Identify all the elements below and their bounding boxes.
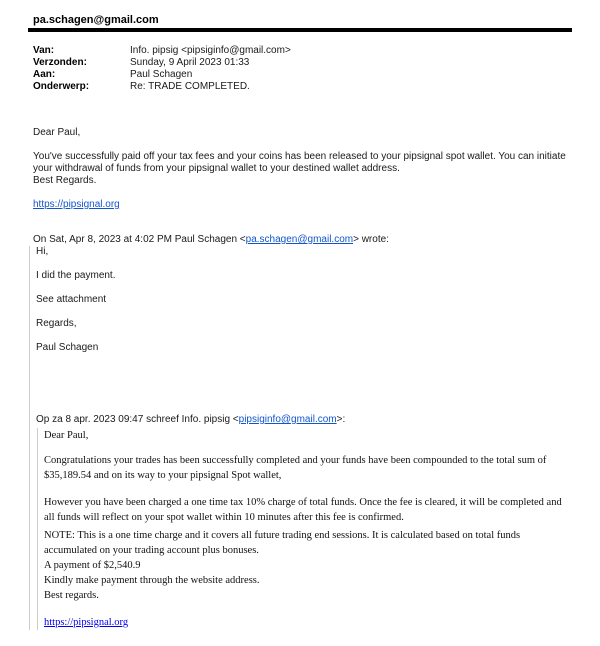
message-signoff: Best Regards. bbox=[33, 175, 97, 186]
header-divider bbox=[28, 28, 572, 32]
original-attribution-prefix: Op za 8 apr. 2023 09:47 schreef Info. pipsig < bbox=[36, 414, 239, 425]
original-paragraph-2: However you have been charged a one time tax 10% charge of total funds. Once the fee is cleared, it will be completed and all funds will reflect on your spot wallet within 10 minutes after this fee is confirmed. bbox=[44, 497, 562, 523]
message-body bbox=[33, 127, 572, 211]
quoted-line: Hi, bbox=[36, 246, 49, 257]
header-label-verzonden: Verzonden: bbox=[33, 57, 87, 68]
header-label-van: Van: bbox=[33, 45, 55, 56]
note-line: NOTE: This is a one time charge and it covers all future trading end sessions. It is calculated based on total funds accumulated on your trading account plus bonuses. bbox=[44, 530, 521, 556]
original-attribution bbox=[36, 414, 572, 426]
quoted-line: Regards, bbox=[36, 318, 77, 329]
page-title: pa.schagen@gmail.com bbox=[33, 14, 159, 26]
message-greeting: Dear Paul, bbox=[33, 127, 81, 138]
reply-attribution-suffix: > wrote: bbox=[353, 234, 389, 245]
quoted-reply bbox=[29, 246, 572, 630]
quoted-line: Paul Schagen bbox=[36, 342, 99, 353]
header-value-van: Info. pipsig <pipsiginfo@gmail.com> bbox=[130, 45, 291, 56]
original-attribution-suffix: >: bbox=[336, 414, 346, 425]
quoted-original-message bbox=[37, 428, 572, 630]
email-header-fields bbox=[33, 45, 572, 93]
pipsignal-link-original[interactable]: https://pipsignal.org bbox=[44, 617, 129, 628]
note-line: A payment of $2,540.9 bbox=[44, 560, 141, 571]
note-line: Kindly make payment through the website address. bbox=[44, 575, 260, 586]
original-paragraph-1: Congratulations your trades has been successfully completed and your funds have been compounded to the total sum of $35,189.54 and on its way to your pipsignal Spot wallet, bbox=[44, 455, 547, 481]
header-label-onderwerp: Onderwerp: bbox=[33, 81, 90, 92]
header-row-van bbox=[33, 45, 572, 57]
header-value-verzonden: Sunday, 9 April 2023 01:33 bbox=[130, 57, 250, 68]
quoted-line: I did the payment. bbox=[36, 270, 116, 281]
header-value-aan: Paul Schagen bbox=[130, 69, 193, 80]
pipsignal-link[interactable]: https://pipsignal.org bbox=[33, 199, 120, 210]
message-paragraph bbox=[33, 151, 572, 187]
header-row-aan bbox=[33, 69, 572, 81]
reply-sender-email-link[interactable]: pa.schagen@gmail.com bbox=[245, 234, 354, 245]
message-link-line bbox=[33, 199, 572, 211]
note-line: Best regards. bbox=[44, 590, 99, 601]
original-greeting: Dear Paul, bbox=[44, 430, 89, 441]
original-sender-email-link[interactable]: pipsiginfo@gmail.com bbox=[238, 414, 337, 425]
original-link-line bbox=[44, 615, 572, 630]
header-label-aan: Aan: bbox=[33, 69, 56, 80]
header-row-onderwerp bbox=[33, 81, 572, 93]
reply-attribution bbox=[33, 234, 572, 246]
message-text: You've successfully paid off your tax fees and your coins has been released to your pipsignal spot wallet. You can initiate your withdrawal of funds from your pipsignal wallet to your destined wallet address. bbox=[33, 151, 566, 174]
header-row-verzonden bbox=[33, 57, 572, 69]
reply-attribution-prefix: On Sat, Apr 8, 2023 at 4:02 PM Paul Schagen < bbox=[33, 234, 246, 245]
header-value-onderwerp: Re: TRADE COMPLETED. bbox=[130, 81, 250, 92]
original-note-block bbox=[44, 528, 572, 603]
quoted-line: See attachment bbox=[36, 294, 107, 305]
